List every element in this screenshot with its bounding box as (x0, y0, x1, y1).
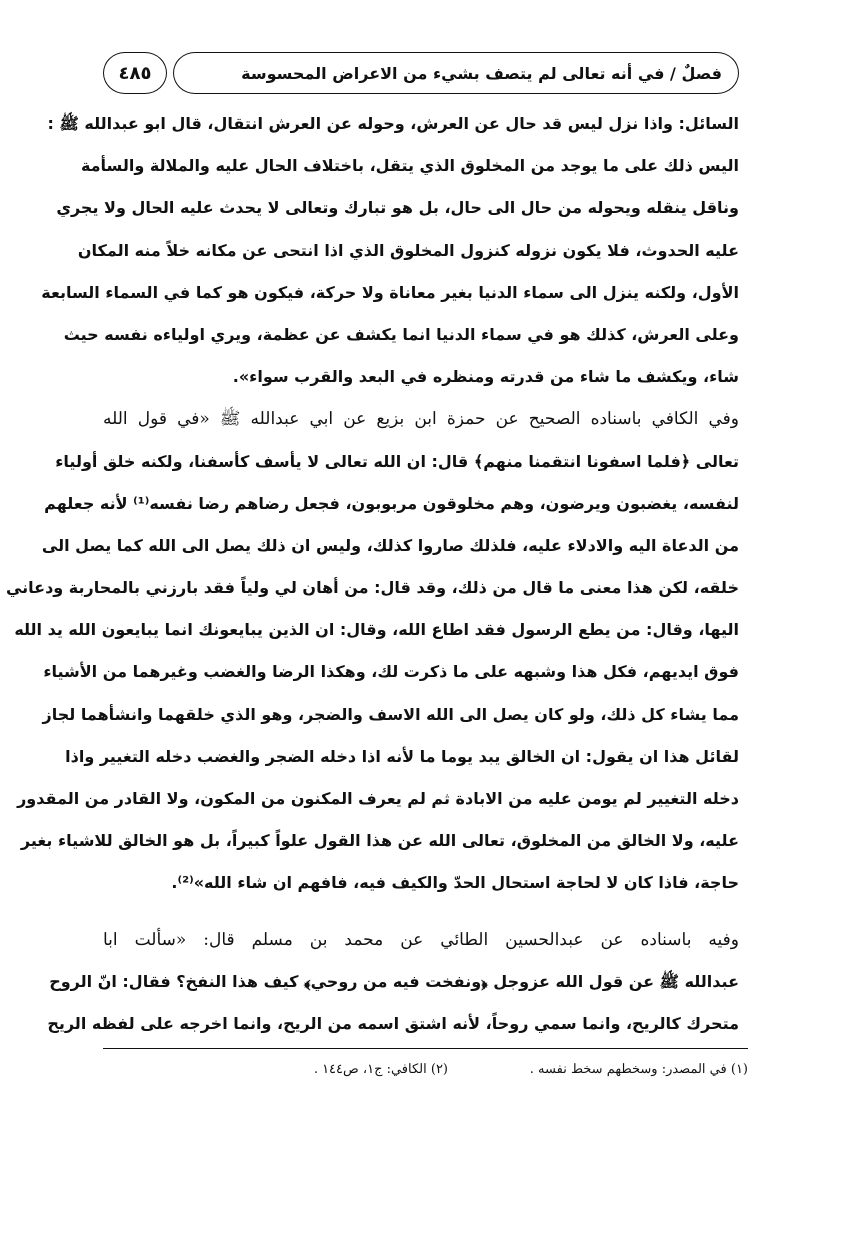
paragraph-3 (47, 919, 739, 1046)
chapter-title: فصلٌ / في أنه تعالى لم يتصف بشيء من الاعراض المحسوسة (241, 63, 722, 83)
paragraph-gap (103, 905, 739, 919)
text-line: تعالى ﴿فلما اسفونا انتقمنا منهم﴾ قال: ان الله تعالى لا يأسف كأسفنا، ولكنه خلق أولياء (55, 451, 739, 471)
text-line: اليس ذلك على ما يوجد من المخلوق الذي يتقل، باختلاف الحال عليه والملالة والسأمة (80, 156, 739, 176)
text-line: عليه الحدوث، فلا يكون نزوله كنزول المخلوق الذي اذا انتحى عن مكانه خلاً منه المكان (77, 240, 739, 260)
text-line: وناقل ينقله ويحوله من حال الى حال، بل هو تبارك وتعالى لا يحدث عليه الحال ولا يجري (56, 198, 739, 218)
footnotes (103, 1062, 748, 1088)
text-line: فوق ايديهم، فكل هذا وشبهه على ما ذكرت لك، وهكذا الرضا والغضب وغيرهما من الأشياء (43, 662, 739, 682)
footnote-1: (١) في المصدر: وسخطهم سخط نفسه . (529, 1062, 748, 1077)
text-line: عليه، ولا الخالق من المخلوق، تعالى الله عن هذا القول علواً كبيراً، بل هو الخالق للاشياء بغير (20, 831, 739, 851)
text-line: مما يشاء كل ذلك، ولو كان يصل الى الله الاسف والضجر، وهو الذي خلقهما وانشأهما لجاز (42, 704, 739, 724)
text-line: وعلى العرش، كذلك هو في سماء الدنيا انما يكشف عن عظمة، ويري اولياءه نفسه حيث (63, 324, 739, 344)
text-line: السائل: واذا نزل ليس قد حال عن العرش، وحوله عن العرش انتقال، قال ابو عبدالله ﷺ : (47, 114, 739, 133)
text-line: لقائل هذا ان يقول: ان الخالق يبد يوما ما لأنه اذا دخله الضجر والغضب دخله التغيير واذا (65, 746, 739, 766)
text-line: لنفسه، يغضبون ويرضون، وهم مخلوقون مربوبون، فجعل رضاهم رضا نفسه⁽¹⁾ لأنه جعلهم (44, 493, 739, 513)
text-line: اليها، وقال: من يطع الرسول فقد اطاع الله، وقال: ان الذين يبايعونك انما يبايعون الله يد الله (14, 620, 739, 640)
page-number-frame (103, 52, 167, 94)
page-header (103, 52, 739, 96)
footnote-divider (103, 1048, 748, 1049)
text-line: عبدالله ﷺ عن قول الله عزوجل ﴿ونفخت فيه من روحي﴾ كيف هذا النفخ؟ فقال: انّ الروح (49, 971, 739, 991)
paragraph-1 (41, 103, 739, 398)
text-line: الأول، ولكنه ينزل الى سماء الدنيا بغير معاناة ولا حركة، فيكون هو كما في السماء السابعة (41, 282, 739, 302)
text-line: خلقه، لكن هذا معنى ما قال من ذلك، وقد قال: من أهان لي ولياً فقد بارزني بالمحاربة ودعاني (5, 578, 739, 598)
text-line: حاجة، فاذا كان لا لحاجة استحال الحدّ والكيف فيه، فافهم ان شاء الله»⁽²⁾. (171, 873, 739, 893)
text-line: متحرك كالريح، وانما سمي روحاً، لأنه اشتق اسمه من الريح، وانما اخرجه على لفظه الريح (47, 1013, 739, 1033)
body-text (5, 103, 739, 1045)
paragraph-2 (5, 398, 739, 904)
chapter-title-frame (173, 52, 739, 94)
text-line: وفي الكافي باسناده الصحيح عن حمزة ابن بزيع عن ابي عبدالله ﷺ «في قول الله (103, 409, 739, 430)
text-line: وفيه باسناده عن عبدالحسين الطائي عن محمد بن مسلم قال: «سألت ابا (103, 929, 739, 950)
footnote-2: (٢) الكافي: ج١، ص١٤٤ . (313, 1062, 448, 1077)
page-number: ٤٨٥ (118, 62, 152, 84)
text-line: من الدعاة اليه والادلاء عليه، فلذلك صاروا كذلك، وليس ان ذلك يصل الى الله كما يصل الى (41, 535, 739, 555)
text-line: شاء، ويكشف ما شاء من قدرته ومنظره في البعد والقرب سواء». (232, 367, 739, 387)
text-line: دخله التغيير لم يومن عليه من الابادة ثم لم يعرف المكنون من المكون، ولا القادر من المقدور (17, 789, 739, 808)
